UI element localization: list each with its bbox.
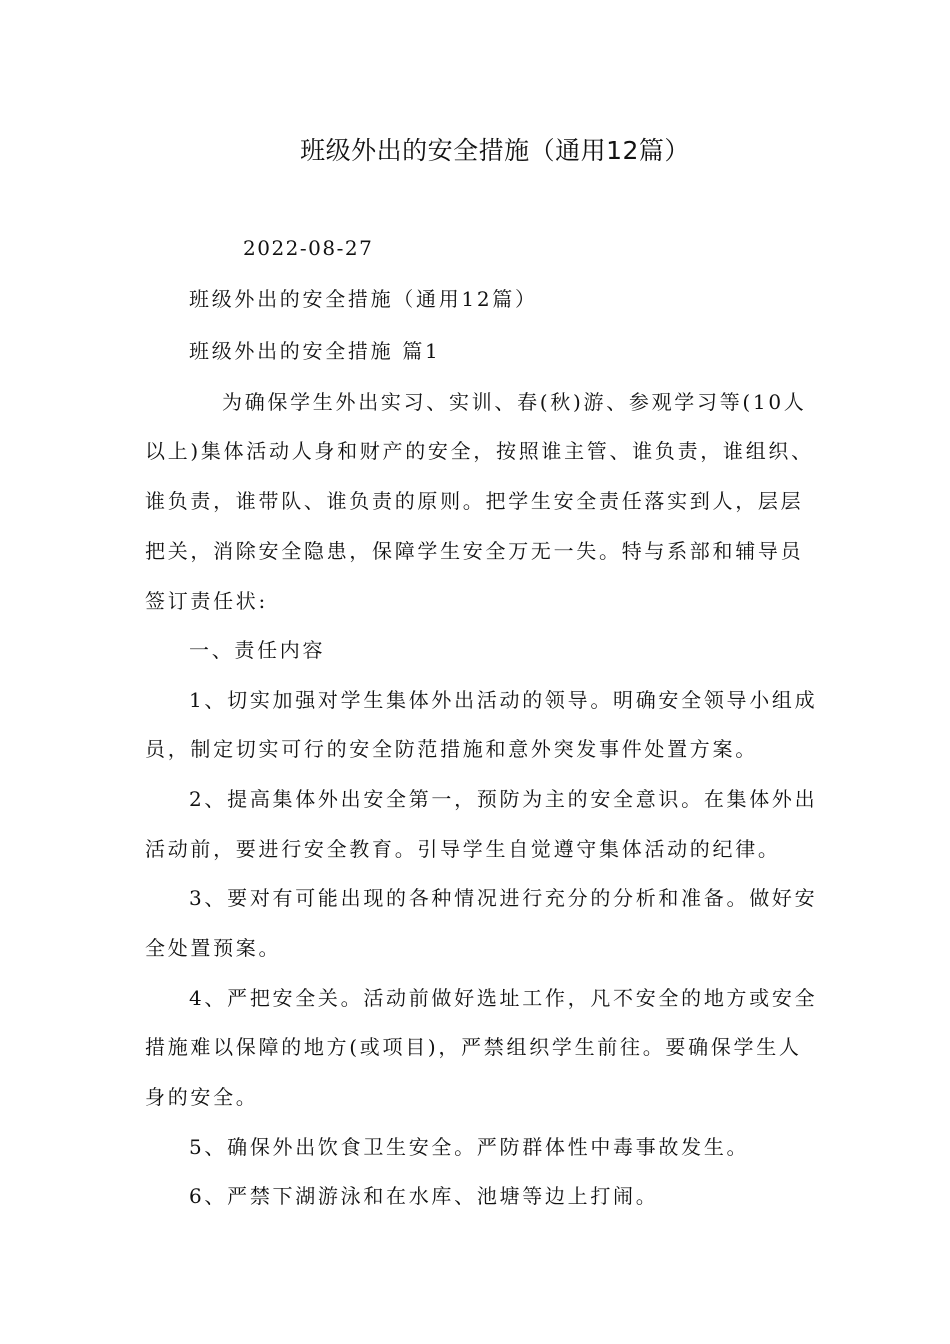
list-item: 6、严禁下湖游泳和在水库、池塘等边上打闹。 (189, 1184, 659, 1208)
list-item-continuation: 员，制定切实可行的安全防范措施和意外突发事件处置方案。 (145, 737, 758, 761)
document-subtitle: 班级外出的安全措施（通用12篇） (189, 287, 538, 311)
paragraph-line: 签订责任状: (145, 589, 268, 613)
list-item: 1、切实加强对学生集体外出活动的领导。明确安全领导小组成 (189, 688, 818, 712)
paragraph-line: 以上)集体活动人身和财产的安全，按照谁主管、谁负责，谁组织、 (145, 439, 814, 463)
list-item-continuation: 身的安全。 (145, 1085, 259, 1109)
list-item-continuation: 全处置预案。 (145, 936, 282, 960)
list-heading: 一、责任内容 (189, 638, 326, 662)
list-item-continuation: 活动前，要进行安全教育。引导学生自觉遵守集体活动的纪律。 (145, 837, 781, 861)
section-heading: 班级外出的安全措施 篇1 (189, 339, 441, 363)
list-item: 3、要对有可能出现的各种情况进行充分的分析和准备。做好安 (189, 886, 818, 910)
document-date: 2022-08-27 (243, 236, 374, 260)
paragraph-line: 把关，消除安全隐患，保障学生安全万无一失。特与系部和辅导员 (145, 539, 804, 563)
list-item: 4、严把安全关。活动前做好选址工作，凡不安全的地方或安全 (189, 986, 818, 1010)
list-item: 2、提高集体外出安全第一，预防为主的安全意识。在集体外出 (189, 787, 818, 811)
list-item: 5、确保外出饮食卫生安全。严防群体性中毒事故发生。 (189, 1135, 750, 1159)
paragraph-line: 谁负责，谁带队、谁负责的原则。把学生安全责任落实到人，层层 (145, 489, 804, 513)
paragraph-line: 为确保学生外出实习、实训、春(秋)游、参观学习等(10人 (222, 390, 807, 414)
document-title: 班级外出的安全措施（通用12篇） (300, 136, 690, 165)
list-item-continuation: 措施难以保障的地方(或项目)，严禁组织学生前往。要确保学生人 (145, 1035, 802, 1059)
